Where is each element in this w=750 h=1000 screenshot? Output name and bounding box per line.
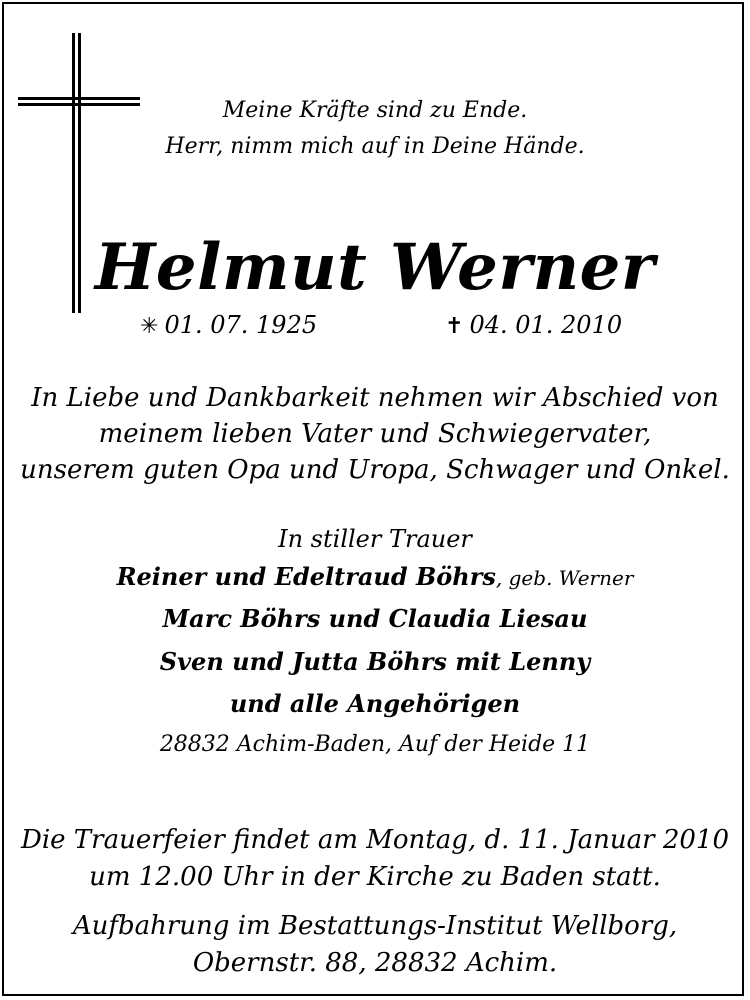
intro-line-2: meinem lieben Vater und Schwiegervater, — [98, 419, 652, 449]
intro-line-1: In Liebe und Dankbarkeit nehmen wir Abschied von — [31, 383, 719, 413]
death-cross-icon: ✝ — [445, 314, 464, 339]
birth-date-value: 01. 07. 1925 — [164, 311, 318, 339]
mourner-line-4: und alle Angehörigen — [229, 689, 521, 718]
birth-star-icon: ✳ — [140, 314, 159, 339]
death-date-value: 04. 01. 2010 — [469, 311, 623, 339]
service-line-1: Die Trauerfeier findet am Montag, d. 11. Januar 2010 — [20, 825, 729, 855]
mourner-line-3: Sven und Jutta Böhrs mit Lenny — [159, 647, 591, 676]
mourner-line-1-names: Reiner und Edeltraud Böhrs — [116, 562, 496, 591]
service-line-2: um 12.00 Uhr in der Kirche zu Baden statt. — [89, 862, 661, 892]
intro-line-3: unserem guten Opa und Uropa, Schwager und Onkel. — [20, 455, 730, 485]
mourner-line-1 — [0, 562, 750, 591]
birth-date — [140, 313, 317, 338]
service-line-4: Obernstr. 88, 28832 Achim. — [192, 948, 558, 978]
death-date — [445, 313, 622, 338]
mourner-address: 28832 Achim-Baden, Auf der Heide 11 — [159, 732, 591, 757]
mourner-line-1-suffix: , geb. Werner — [495, 566, 634, 590]
mourning-heading: In stiller Trauer — [278, 525, 472, 553]
mourner-line-2: Marc Böhrs und Claudia Liesau — [162, 604, 588, 633]
motto-line-2: Herr, nimm mich auf in Deine Hände. — [165, 134, 585, 159]
service-line-3: Aufbahrung im Bestattungs-Institut Wellborg, — [72, 911, 678, 941]
motto-line-1: Meine Kräfte sind zu Ende. — [222, 98, 528, 123]
deceased-name: Helmut Werner — [94, 230, 656, 305]
